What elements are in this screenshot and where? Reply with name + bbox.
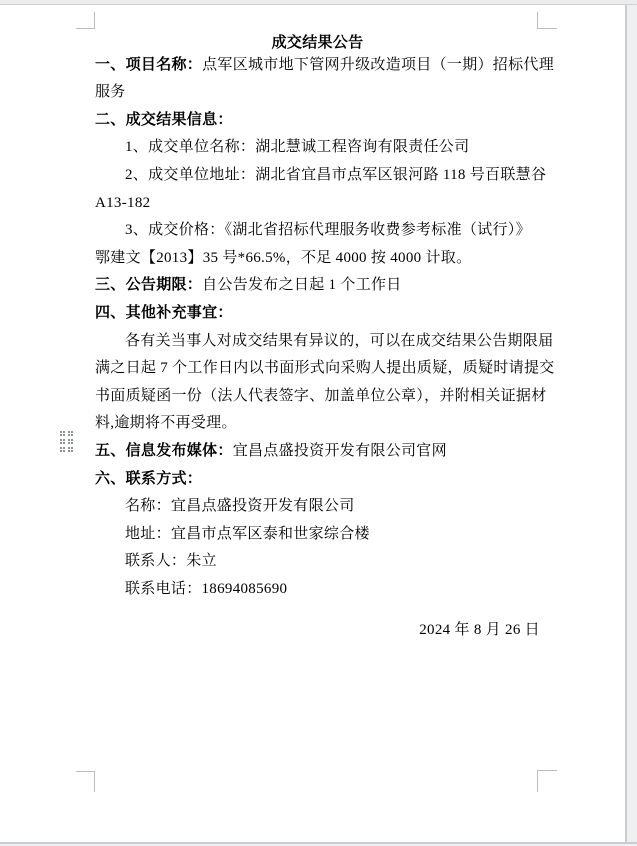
section-1-label: 一、项目名称： xyxy=(95,57,203,73)
section-6-heading: 六、联系方式： xyxy=(95,471,203,487)
section-1-continuation: 服务 xyxy=(95,84,126,100)
section-4-heading: 四、其他补充事宜： xyxy=(95,305,233,321)
page-bottom-edge xyxy=(0,842,637,846)
page-title: 成交结果公告 xyxy=(271,35,364,51)
line-date: 2024 年 8 月 26 日 xyxy=(419,622,540,638)
line-contact-person: 联系人：朱立 xyxy=(125,553,217,569)
line-supplement-paragraph-1: 各有关当事人对成交结果有异议的，可以在成交结果公告期限届 xyxy=(125,333,554,349)
line-award-price: 3、成交价格：《湖北省招标代理服务收费参考标准（试行）》 xyxy=(125,222,531,238)
line-award-company-address: 2、成交单位地址：湖北省宜昌市点军区银河路 118 号百联慧谷 xyxy=(125,167,547,183)
line-contact-address: 地址：宜昌市点军区泰和世家综合楼 xyxy=(125,526,370,542)
document-page[interactable] xyxy=(0,5,625,842)
line-award-company-name: 1、成交单位名称：湖北慧诚工程咨询有限责任公司 xyxy=(125,139,470,155)
section-2-heading: 二、成交结果信息： xyxy=(95,112,233,128)
line-address-continuation: A13-182 xyxy=(95,195,151,211)
section-1-project-name: 一、项目名称：点军区城市地下管网升级改造项目（一期）招标代理 xyxy=(95,57,555,73)
margin-crop-mark-top-right xyxy=(537,12,557,29)
line-price-continuation: 鄂建文【2013】35 号*66.5%，不足 4000 按 4000 计取。 xyxy=(95,250,472,266)
page-top-edge xyxy=(0,0,637,5)
section-3-label: 三、公告期限： xyxy=(95,277,203,293)
section-5-label: 五、信息发布媒体： xyxy=(95,443,233,459)
margin-crop-mark-top-left xyxy=(76,12,95,29)
line-supplement-paragraph-3: 书面质疑函一份（法人代表签字、加盖单位公章），并附相关证据材 xyxy=(95,388,547,404)
line-supplement-paragraph-4: 料,逾期将不再受理。 xyxy=(95,415,237,431)
page-right-edge xyxy=(625,0,637,846)
line-contact-phone: 联系电话：18694085690 xyxy=(125,581,288,597)
drag-handle-icon[interactable] xyxy=(60,431,73,452)
margin-crop-mark-bottom-left xyxy=(76,771,95,792)
section-3-announcement-period: 三、公告期限：自公告发布之日起 1 个工作日 xyxy=(95,277,402,293)
section-5-publish-media: 五、信息发布媒体：宜昌点盛投资开发有限公司官网 xyxy=(95,443,447,459)
line-contact-name: 名称：宜昌点盛投资开发有限公司 xyxy=(125,498,355,514)
line-supplement-paragraph-2: 满之日起 7 个工作日内以书面形式向采购人提出质疑，质疑时请提交 xyxy=(95,360,555,376)
margin-crop-mark-bottom-right xyxy=(537,770,557,792)
